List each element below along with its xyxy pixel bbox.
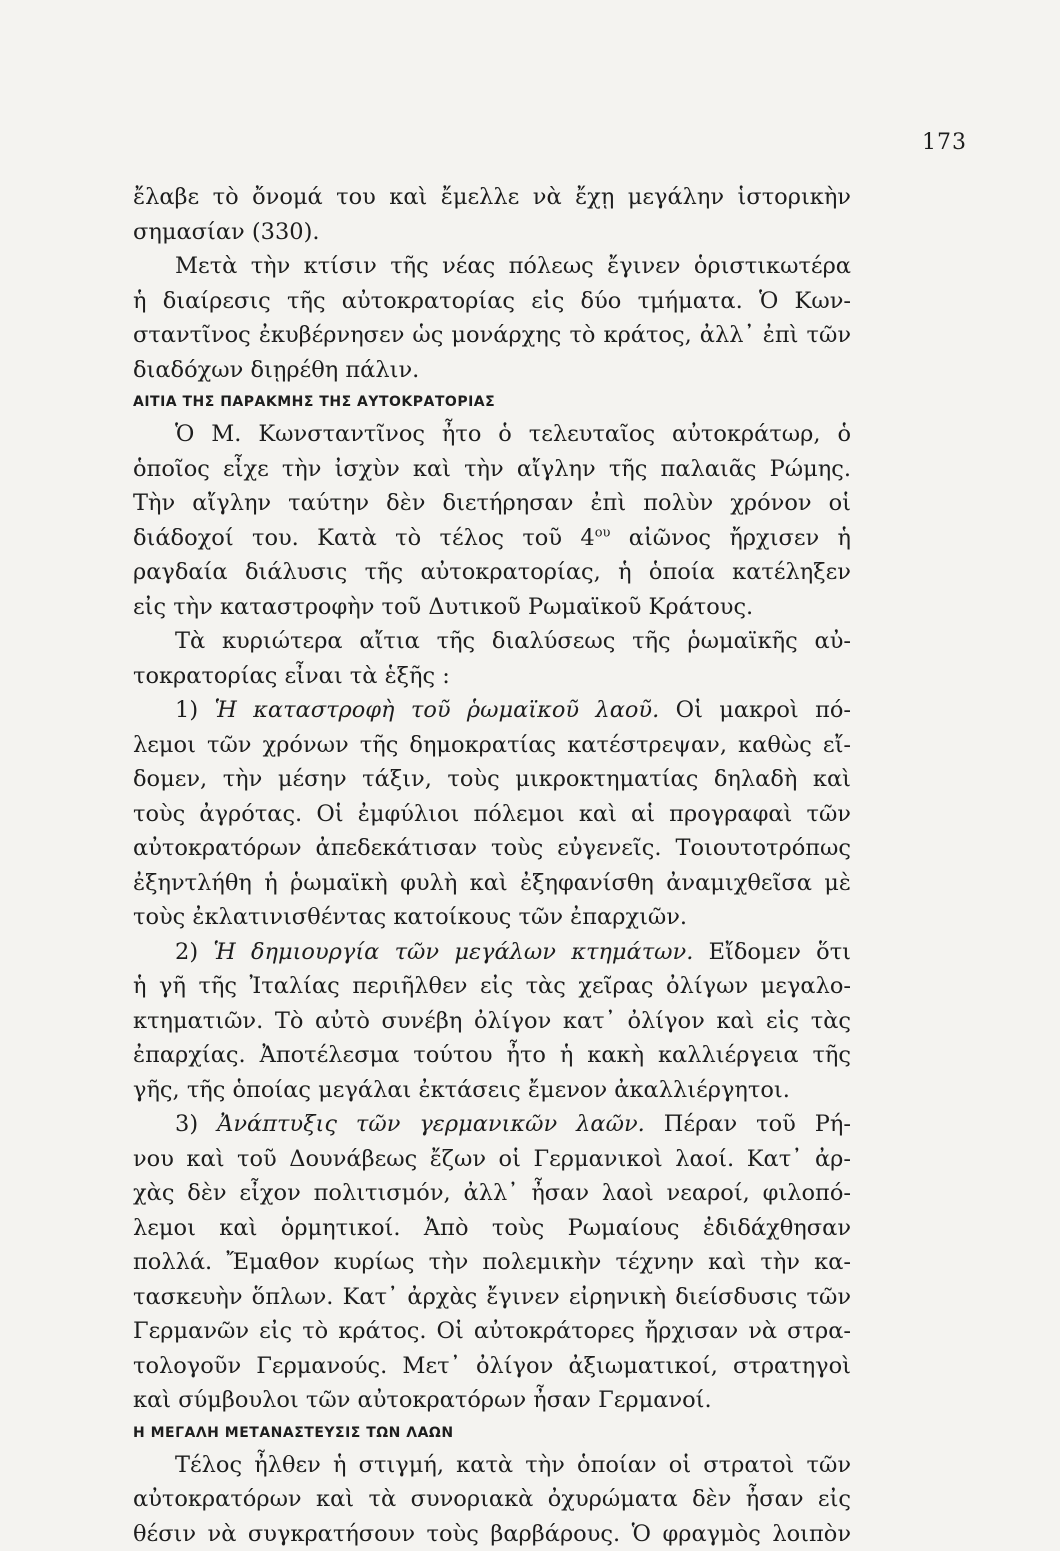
text-line: τοκρατορίας εἶναι τὰ ἑξῆς : <box>133 659 851 694</box>
list-number: 1) <box>175 697 214 723</box>
text-line: λεμοι καὶ ὁρμητικοί. Ἀπὸ τοὺς Ρωμαίους ἐδιδάχθησαν <box>133 1211 851 1246</box>
cause-title: Ἀνάπτυξις τῶν γερμανικῶν λαῶν. <box>217 1111 645 1137</box>
text-line: πολλά. Ἔμαθον κυρίως τὴν πολεμικὴν τέχνην καὶ τὴν κα- <box>133 1245 851 1280</box>
text-fragment: αἰῶνος ἤρχισεν ἡ <box>610 525 851 551</box>
text-line: σημασίαν (330). <box>133 215 851 250</box>
text-line: ἔλαβε τὸ ὄνομά του καὶ ἔμελλε νὰ ἔχῃ μεγάλην ἱστορικὴν <box>133 180 851 215</box>
text-line: ἐπαρχίας. Ἀποτέλεσμα τούτου ἦτο ἡ κακὴ καλλιέργεια τῆς <box>133 1038 851 1073</box>
ordinal-superscript: ου <box>595 525 611 540</box>
list-number: 3) <box>175 1111 217 1137</box>
section-heading-decline: ΑΙΤΙΑ ΤΗΣ ΠΑΡΑΚΜΗΣ ΤΗΣ ΑΥΤΟΚΡΑΤΟΡΙΑΣ <box>133 387 851 417</box>
text-line: διαδόχων διῃρέθη πάλιν. <box>133 353 851 388</box>
text-line: ἡ γῆ τῆς Ἰταλίας περιῆλθεν εἰς τὰς χεῖρας ὀλίγων μεγαλο- <box>133 969 851 1004</box>
text-line <box>133 1107 851 1142</box>
text-line: Μετὰ τὴν κτίσιν τῆς νέας πόλεως ἔγινεν ὁριστικωτέρα <box>133 249 851 284</box>
text-line <box>133 693 851 728</box>
text-line: τασκευὴν ὅπλων. Κατ᾽ ἀρχὰς ἔγινεν εἰρηνικὴ διείσδυσις τῶν <box>133 1280 851 1315</box>
text-fragment: Πέραν τοῦ Ρή- <box>645 1111 851 1137</box>
text-line: τοὺς ἀγρότας. Οἱ ἐμφύλιοι πόλεμοι καὶ αἱ προγραφαὶ τῶν <box>133 797 851 832</box>
text-line: αὐτοκρατόρων καὶ τὰ συνοριακὰ ὀχυρώματα δὲν ἦσαν εἰς <box>133 1482 851 1517</box>
text-line: χὰς δὲν εἶχον πολιτισμόν, ἀλλ᾽ ἦσαν λαοὶ νεαροί, φιλοπό- <box>133 1176 851 1211</box>
text-fragment: Εἴδομεν ὅτι <box>693 939 851 965</box>
text-line: ἡ διαίρεσις τῆς αὐτοκρατορίας εἰς δύο τμήματα. Ὁ Κων- <box>133 284 851 319</box>
text-line: Τέλος ἦλθεν ἡ στιγμή, κατὰ τὴν ὁποίαν οἱ στρατοὶ τῶν <box>133 1448 851 1483</box>
text-line: ἐξηντλήθη ἡ ῥωμαϊκὴ φυλὴ καὶ ἐξηφανίσθη ἀναμιχθεῖσα μὲ <box>133 866 851 901</box>
text-line: ραγδαία διάλυσις τῆς αὐτοκρατορίας, ἡ ὁποία κατέληξεν <box>133 555 851 590</box>
text-line: θέσιν νὰ συγκρατήσουν τοὺς βαρβάρους. Ὁ φραγμὸς λοιπὸν <box>133 1517 851 1551</box>
text-line <box>133 935 851 970</box>
text-line: ὁποῖος εἶχε τὴν ἰσχὺν καὶ τὴν αἴγλην τῆς παλαιᾶς Ρώμης. <box>133 452 851 487</box>
text-line: εἰς τὴν καταστροφὴν τοῦ Δυτικοῦ Ρωμαϊκοῦ Κράτους. <box>133 590 851 625</box>
text-line: νου καὶ τοῦ Δουνάβεως ἔζων οἱ Γερμανικοὶ λαοί. Κατ᾽ ἀρ- <box>133 1142 851 1177</box>
text-fragment: Οἱ μακροὶ πό- <box>659 697 851 723</box>
text-line: καὶ σύμβουλοι τῶν αὐτοκρατόρων ἦσαν Γερμανοί. <box>133 1383 851 1418</box>
cause-title: Ἡ καταστροφὴ τοῦ ῥωμαϊκοῦ λαοῦ. <box>214 697 659 723</box>
text-line: γῆς, τῆς ὁποίας μεγάλαι ἐκτάσεις ἔμενον ἀκαλλιέργητοι. <box>133 1073 851 1108</box>
section-heading-migration: Η ΜΕΓΑΛΗ ΜΕΤΑΝΑΣΤΕΥΣΙΣ ΤΩΝ ΛΑΩΝ <box>133 1418 851 1448</box>
page-number: 173 <box>922 130 967 155</box>
body-text <box>133 180 851 1551</box>
text-line <box>133 521 851 556</box>
text-line: δομεν, τὴν μέσην τάξιν, τοὺς μικροκτηματίας δηλαδὴ καὶ <box>133 762 851 797</box>
text-line: Γερμανῶν εἰς τὸ κράτος. Οἱ αὐτοκράτορες ἤρχισαν νὰ στρα- <box>133 1314 851 1349</box>
text-line: κτηματιῶν. Τὸ αὐτὸ συνέβη ὀλίγον κατ᾽ ὀλίγον καὶ εἰς τὰς <box>133 1004 851 1039</box>
text-line: σταντῖνος ἐκυβέρνησεν ὡς μονάρχης τὸ κράτος, ἀλλ᾽ ἐπὶ τῶν <box>133 318 851 353</box>
text-line: τολογοῦν Γερμανούς. Μετ᾽ ὀλίγον ἀξιωματικοί, στρατηγοὶ <box>133 1349 851 1384</box>
text-line: Τὴν αἴγλην ταύτην δὲν διετήρησαν ἐπὶ πολὺν χρόνον οἱ <box>133 486 851 521</box>
text-line: Ὁ Μ. Κωνσταντῖνος ἦτο ὁ τελευταῖος αὐτοκράτωρ, ὁ <box>133 417 851 452</box>
text-fragment: διάδοχοί του. Κατὰ τὸ τέλος τοῦ 4 <box>133 525 595 551</box>
text-line: αὐτοκρατόρων ἀπεδεκάτισαν τοὺς εὐγενεῖς. Τοιουτοτρόπως <box>133 831 851 866</box>
text-line: τοὺς ἐκλατινισθέντας κατοίκους τῶν ἐπαρχιῶν. <box>133 900 851 935</box>
cause-title: Ἡ δημιουργία τῶν μεγάλων κτημάτων. <box>213 939 693 965</box>
list-number: 2) <box>175 939 213 965</box>
text-line: Τὰ κυριώτερα αἴτια τῆς διαλύσεως τῆς ῥωμαϊκῆς αὐ- <box>133 624 851 659</box>
text-line: λεμοι τῶν χρόνων τῆς δημοκρατίας κατέστρεψαν, καθὼς εἴ- <box>133 728 851 763</box>
